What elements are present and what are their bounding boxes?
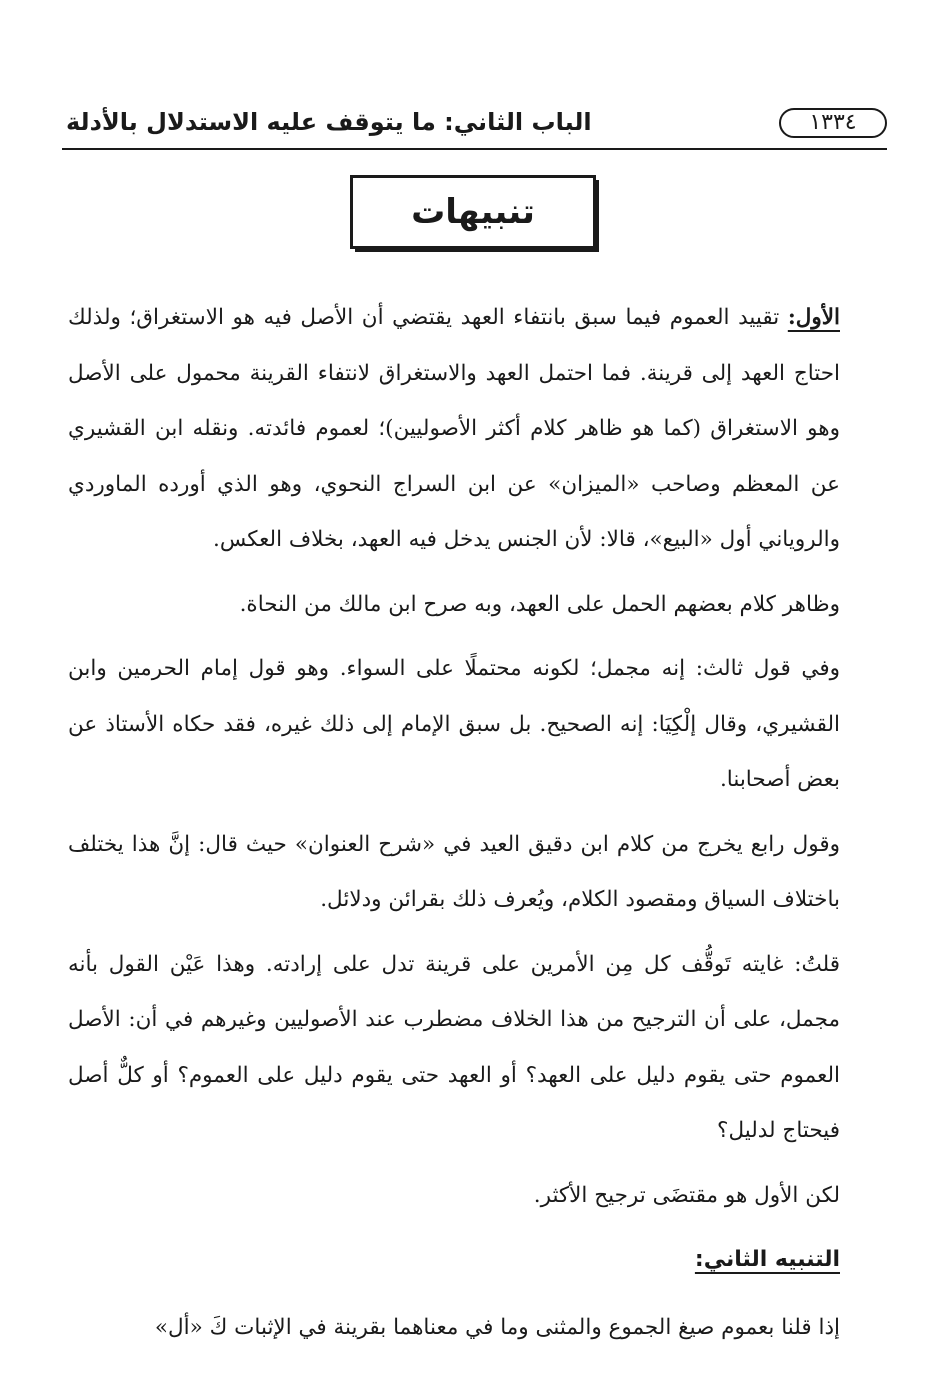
section-title: تنبيهات bbox=[411, 192, 535, 232]
page-number: ١٣٣٤ bbox=[779, 108, 887, 138]
paragraph-final: إذا قلنا بعموم صيغ الجموع والمثنى وما في معناهما بقرينة في الإثبات كَ «أل» bbox=[154, 1314, 840, 1340]
paragraph: وفي قول ثالث: إنه مجمل؛ لكونه محتملًا على السواء. وهو قول إمام الحرمين وابن القشيري، وقال إلْكِيَا: إنه الصحيح. بل سبق الإمام إلى ذلك غيره، فقد حكاه الأستاذ عن بعض أصحابنا. bbox=[68, 656, 840, 792]
running-header bbox=[62, 104, 887, 150]
paragraph: وقول رابع يخرج من كلام ابن دقيق العيد في «شرح العنوان» حيث قال: إنَّ هذا يختلف باختلاف السياق ومقصود الكلام، ويُعرف ذلك بقرائن ودلائل. bbox=[68, 831, 840, 912]
section-title-box bbox=[350, 175, 596, 249]
paragraph-lead-word: الأول: bbox=[787, 305, 840, 330]
paragraph: قلتُ: غايته تَوقُّف كل مِن الأمرين على قرينة تدل على إرادته. وهذا عَيْن القول بأنه مجمل، على أن الترجيح من هذا الخلاف مضطرب عند الأصوليين وغيرهم في أن: الأصل العموم حتى يقوم دليل على العهد؟ أو العهد حتى يقوم دليل على العموم؟ أو كلٌّ أصل فيحتاج لدليل؟ bbox=[68, 951, 840, 1143]
paragraph: لكن الأول هو مقتضَى ترجيح الأكثر. bbox=[533, 1182, 840, 1208]
chapter-title: الباب الثاني: ما يتوقف عليه الاستدلال بالأدلة bbox=[66, 108, 592, 136]
body-text bbox=[68, 290, 840, 1364]
subheading-second-note: التنبيه الثاني: bbox=[694, 1247, 840, 1272]
paragraph: وظاهر كلام بعضهم الحمل على العهد، وبه صرح ابن مالك من النحاة. bbox=[239, 591, 840, 617]
paragraph-text: تقييد العموم فيما سبق بانتفاء العهد يقتضي أن الأصل فيه هو الاستغراق؛ ولذلك احتاج العهد إلى قرينة. فما احتمل العهد والاستغراق لانتفاء القرينة محمول على الأصل وهو الاستغراق (كما هو ظاهر كلام أكثر الأصوليين)؛ لعموم فائدته. ونقله ابن القشيري عن المعظم وصاحب «الميزان» عن ابن السراج النحوي، وهو الذي أورده الماوردي والروياني أول «البيع»، قالا: لأن الجنس يدخل فيه العهد، بخلاف العكس. bbox=[68, 305, 840, 552]
paragraph-first-note bbox=[68, 290, 840, 568]
